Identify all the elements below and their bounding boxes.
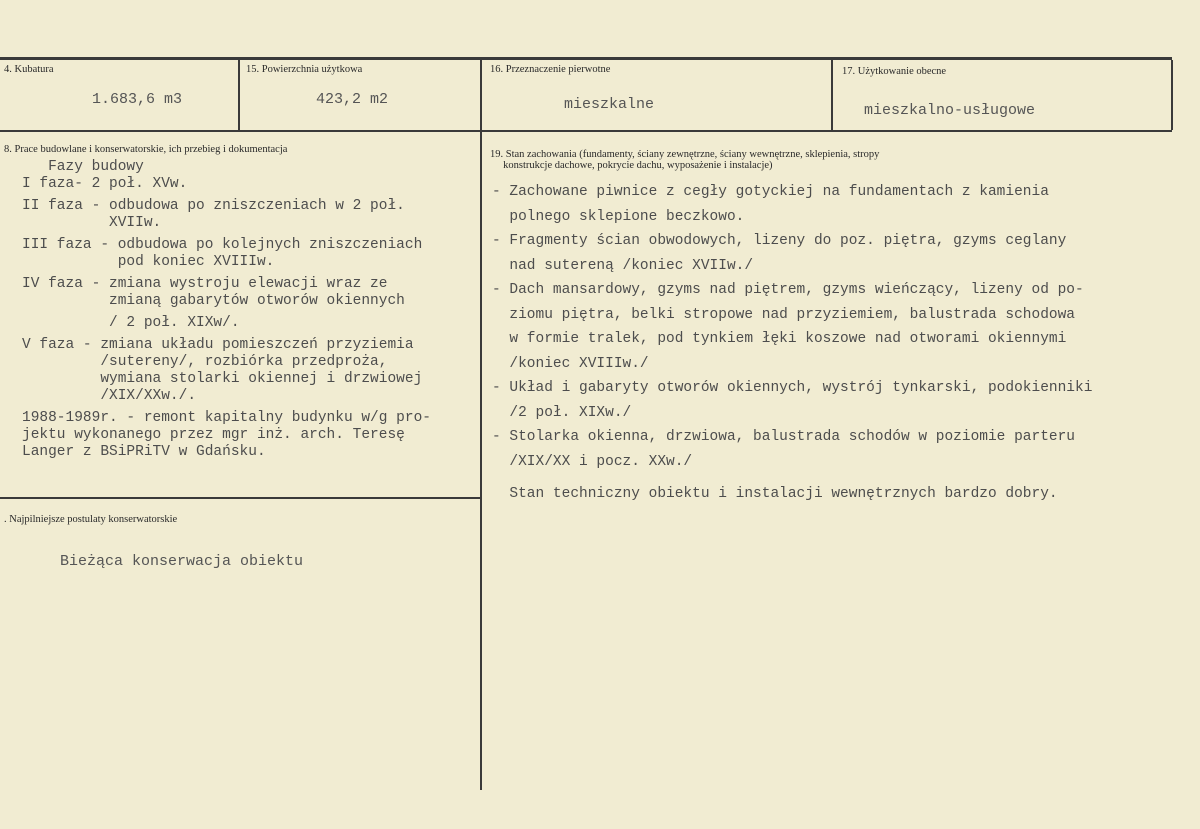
stan-label: 19. Stan zachowania (fundamenty, ściany zewnętrzne, ściany wewnętrzne, sklepienia, stropy konstrukcje dachowe, pokrycie dachu, wyposażenie i instalacje) <box>490 149 880 171</box>
text-line: Fazy budowy <box>22 159 144 175</box>
text-line: Stan techniczny obiektu i instalacji wewnętrznych bardzo dobry. <box>492 486 1058 502</box>
text-line: nad sutereną /koniec XVIIw./ <box>492 257 754 274</box>
prace-label: 8. Prace budowlane i konserwatorskie, ich przebieg i dokumentacja <box>4 144 288 155</box>
text-line: II faza - odbudowa po zniszczeniach w 2 poł. <box>22 198 405 214</box>
text-line: - Stolarka okienna, drzwiowa, balustrada schodów w poziomie parteru <box>492 429 1075 445</box>
text-line: jektu wykonanego przez mgr inż. arch. Teresę <box>22 427 405 443</box>
text-line: /koniec XVIIIw./ <box>492 355 649 372</box>
powierzchnia-value: 423,2 m2 <box>316 91 389 108</box>
divider <box>238 60 240 130</box>
divider <box>0 497 480 499</box>
text-line: III faza - odbudowa po kolejnych zniszczeniach <box>22 237 423 253</box>
powierzchnia-label: 15. Powierzchnia użytkowa <box>246 64 363 75</box>
text-line: - Fragmenty ścian obwodowych, lizeny do poz. piętra, gzyms ceglany <box>492 233 1067 249</box>
text-line: I faza- 2 poł. XVw. <box>22 176 188 192</box>
text-line: Langer z BSiPRiTV w Gdańsku. <box>22 444 266 460</box>
text-line: XVIIw. <box>22 215 162 231</box>
prace-text <box>22 159 431 461</box>
przeznaczenie-value: mieszkalne <box>564 96 655 113</box>
row1-bottom <box>0 130 1172 132</box>
text-line: wymiana stolarki okiennej i drzwiowej <box>22 371 423 387</box>
uzytkowanie-value: mieszkalno-usługowe <box>864 102 1036 119</box>
divider <box>480 60 482 790</box>
text-line: - Zachowane piwnice z cegły gotyckiej na fundamentach z kamienia <box>492 184 1049 200</box>
text-line: /XIX/XXw./. <box>22 388 197 404</box>
text-line: /sutereny/, rozbiórka przedproża, <box>22 354 388 370</box>
kubatura-value: 1.683,6 m3 <box>92 91 183 108</box>
text-line: /2 poł. XIXw./ <box>492 404 632 421</box>
kubatura-label: 4. Kubatura <box>4 64 54 75</box>
divider <box>831 60 833 130</box>
text-line: V faza - zmiana układu pomieszczeń przyziemia <box>22 337 414 353</box>
text-line: IV faza - zmiana wystroju elewacji wraz ze <box>22 276 388 292</box>
top-rule <box>0 57 1172 60</box>
text-line <box>492 474 1092 482</box>
text-line: / 2 poł. XIXw/. <box>22 315 240 331</box>
text-line: w formie tralek, pod tynkiem łęki koszowe nad otworami okiennymi <box>492 331 1067 347</box>
postulaty-label: . Najpilniejsze postulaty konserwatorskie <box>4 514 178 525</box>
text-line: polnego sklepione beczkowo. <box>492 208 745 225</box>
text-line: /XIX/XX i pocz. XXw./ <box>492 453 693 470</box>
uzytkowanie-label: 17. Użytkowanie obecne <box>842 66 947 77</box>
divider <box>1171 60 1173 130</box>
text-line: pod koniec XVIIIw. <box>22 254 275 270</box>
text-line: - Dach mansardowy, gzyms nad piętrem, gzyms wieńczący, lizeny od po- <box>492 282 1084 298</box>
text-line: 1988-1989r. - remont kapitalny budynku w/g pro- <box>22 410 431 426</box>
text-line: ziomu piętra, belki stropowe nad przyziemiem, balustrada schodowa <box>492 306 1075 323</box>
text-line: zmianą gabarytów otworów okiennych <box>22 293 405 309</box>
przeznaczenie-label: 16. Przeznaczenie pierwotne <box>490 64 611 75</box>
stan-text <box>492 180 1092 507</box>
text-line: - Układ i gabaryty otworów okiennych, wystrój tynkarski, podokienniki <box>492 380 1093 396</box>
postulaty-value: Bieżąca konserwacja obiektu <box>60 553 304 570</box>
